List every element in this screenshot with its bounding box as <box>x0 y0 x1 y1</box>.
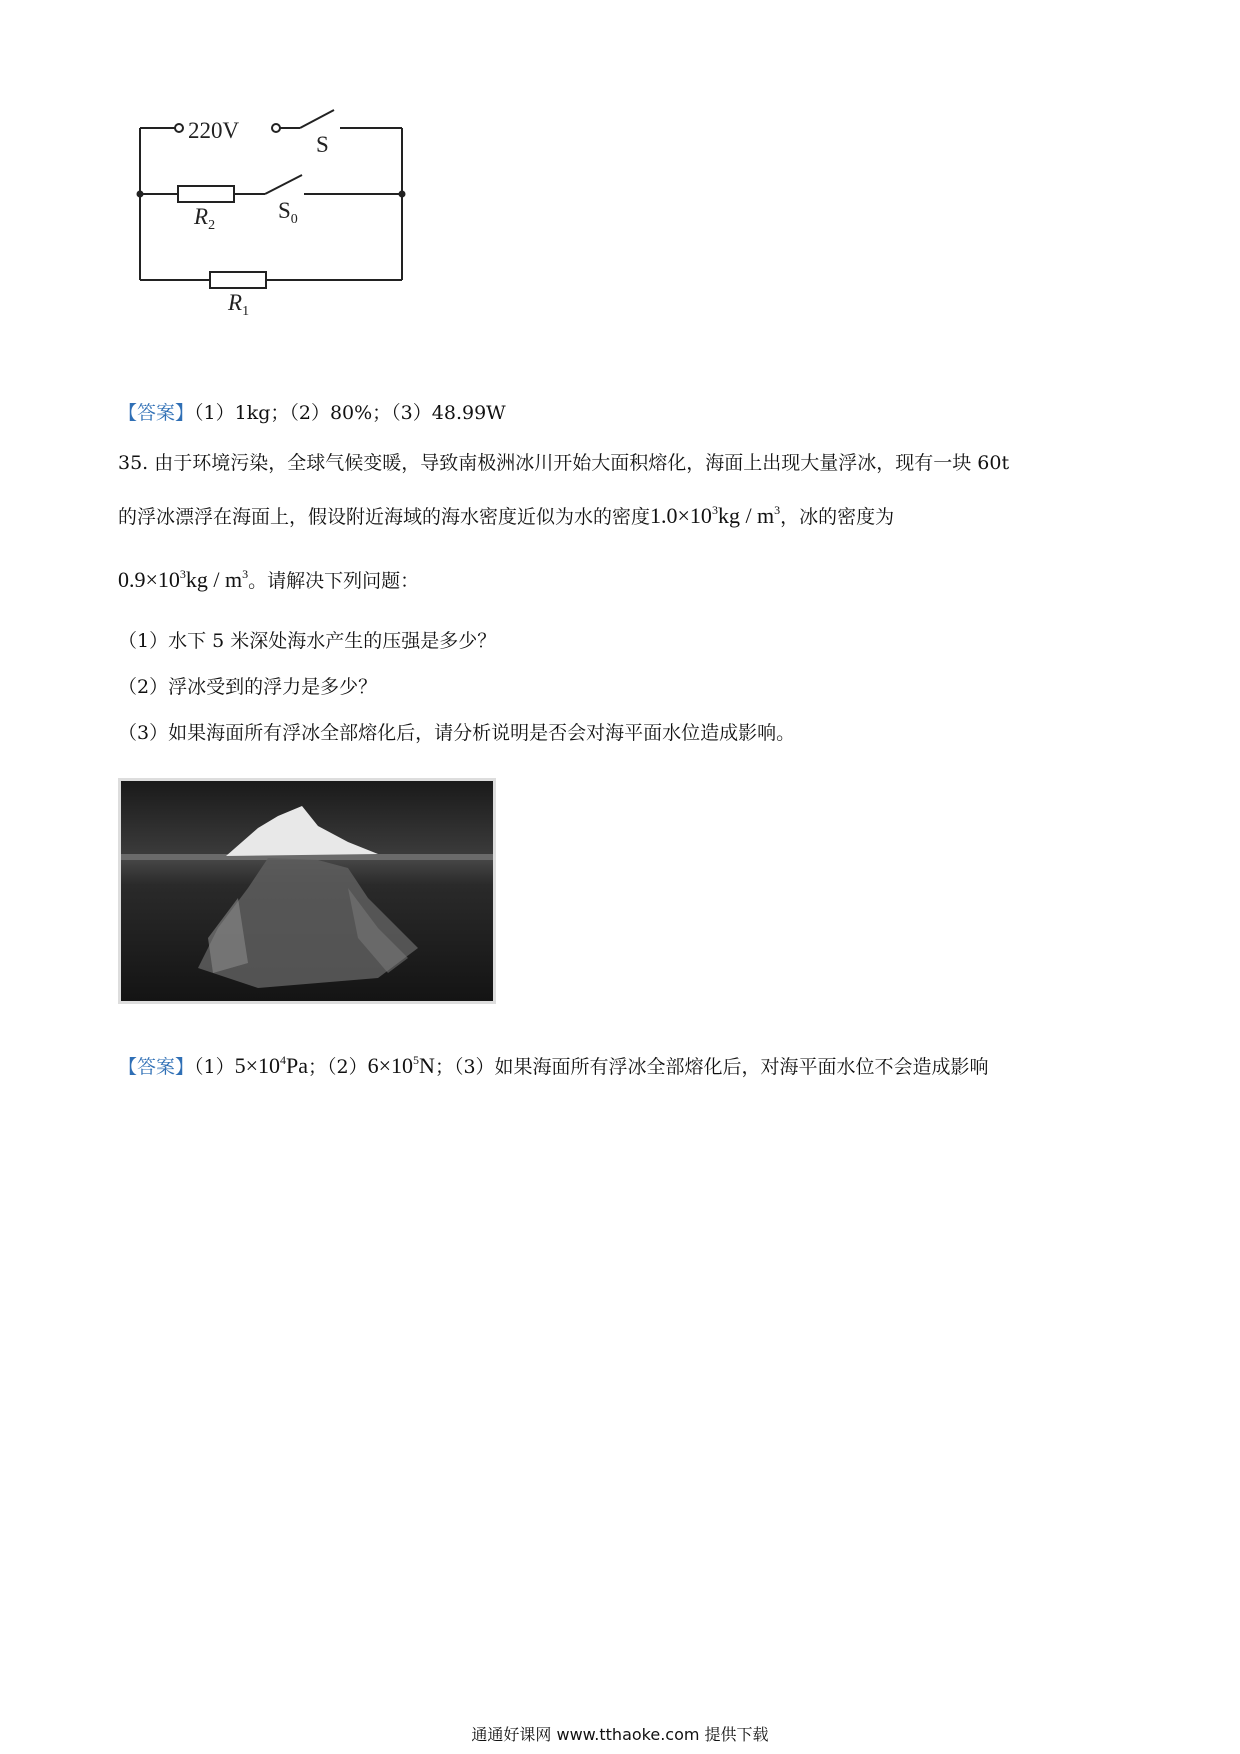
water-density: $1.0\times 10^3kg / m^3$ <box>650 503 781 528</box>
question-35-line-1: 35. 由于环境污染，全球气候变暖，导致南极洲冰川开始大面积熔化，海面上出现大量浮冰，现有一块 60t <box>118 452 1010 474</box>
r1-label: R <box>228 290 243 315</box>
switch-s-label: S <box>316 132 329 157</box>
question-35-line-2: 的浮冰漂浮在海面上，假设附近海域的海水密度近似为水的密度$1.0\times 10^3kg / m^3$，冰的密度为 <box>118 503 895 528</box>
sub-question-2: （2）浮冰受到的浮力是多少？ <box>118 676 378 698</box>
svg-text:S0 <box>278 198 298 227</box>
svg-text:R2 <box>193 204 215 233</box>
circuit-diagram <box>120 100 470 360</box>
footer-text: 通通好课网 www.tthaoke.com 提供下载 <box>471 1725 769 1744</box>
r1-subscript: 1 <box>242 304 250 319</box>
r2-subscript: 2 <box>208 218 216 233</box>
sub-question-1: （1）水下 5 米深处海水产生的压强是多少？ <box>118 630 497 652</box>
r2-label: R <box>194 204 209 229</box>
answer-line-1 <box>118 398 506 425</box>
voltage-label: 220V <box>188 118 240 143</box>
pressure-value: $5\times 10^4Pa$ <box>234 1053 309 1078</box>
answer-text: （1）1kg；（2）80%；（3）48.99W <box>194 402 506 424</box>
sub-question-3: （3）如果海面所有浮冰全部熔化后，请分析说明是否会对海平面水位造成影响。 <box>118 722 796 744</box>
answer-line-2: 【答案】$(1)5\times 10^4Pa$；$(2)6\times 10^5N$；（3）如果海面所有浮冰全部熔化后，对海平面水位不会造成影响 <box>118 1053 989 1078</box>
switch-s0-label: S <box>278 198 291 223</box>
question-35-line-3: $0.9\times 10^3kg / m^3$。请解决下列问题： <box>118 567 420 592</box>
answer-tag-2: 【答案】 <box>118 1056 195 1078</box>
svg-text:R1 <box>227 290 249 319</box>
answer-tag: 【答案】 <box>118 402 195 424</box>
buoyancy-value: $6\times 10^5N$ <box>367 1053 435 1078</box>
switch-s0-subscript: 0 <box>290 212 298 227</box>
ice-density: $0.9\times 10^3kg / m^3$ <box>118 567 249 592</box>
iceberg-image <box>118 778 496 1004</box>
